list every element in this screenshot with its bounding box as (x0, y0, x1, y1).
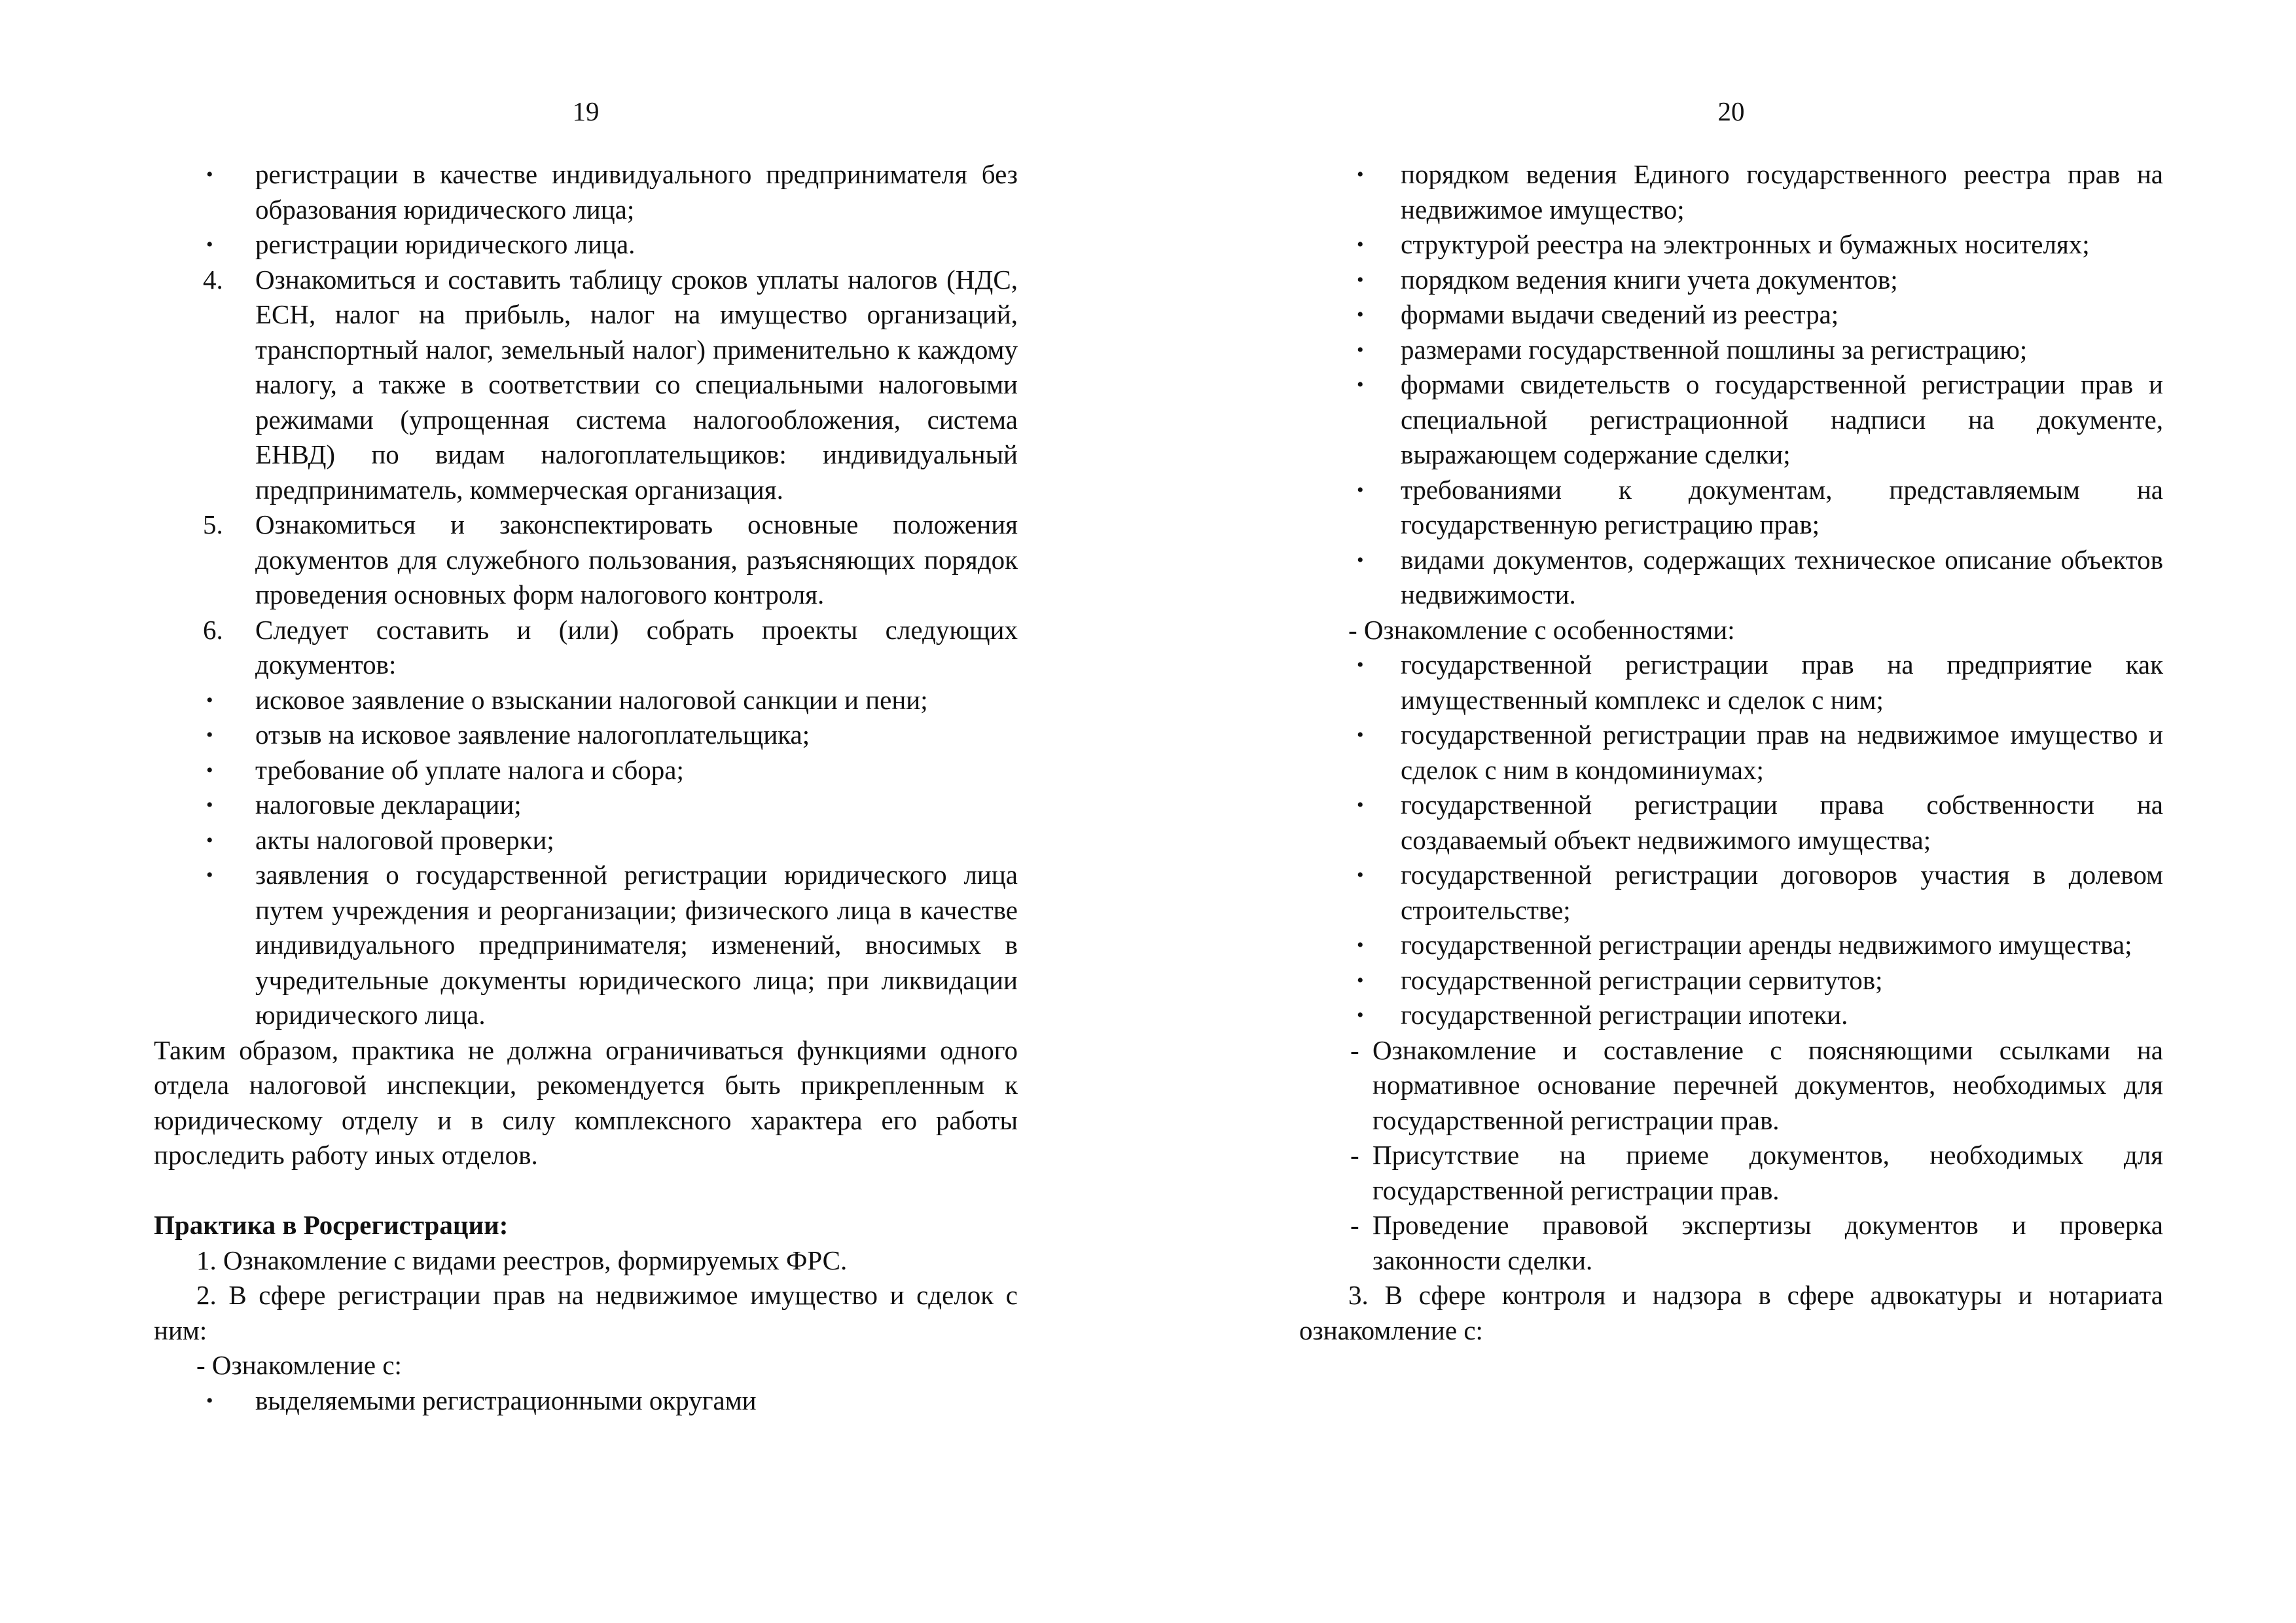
bullet-marker: • (1357, 969, 1364, 991)
point-one: 1. Ознакомление с видами реестров, формируемых ФРС. (196, 1245, 848, 1275)
bullet-marker: • (206, 689, 213, 711)
list-item (1299, 263, 2163, 298)
page-number: 20 (1717, 96, 1745, 126)
features-heading: - Ознакомление с особенностями: (1348, 614, 1735, 645)
list-item (154, 613, 1018, 683)
list-item-text: Ознакомиться и законспектировать основные положения документов для служебного пользования, разъясняющих порядок проведения основных форм налогового контроля. (255, 509, 1018, 610)
list-item-text: государственной регистрации сервитутов; (1401, 964, 1883, 995)
dash-item (1299, 1138, 2163, 1208)
list-item-text: государственной регистрации ипотеки. (1401, 1000, 1848, 1030)
list-item-text: акты налоговой проверки; (255, 824, 554, 855)
list-item (1299, 333, 2163, 368)
list-item (1299, 227, 2163, 263)
list-item-text: требованиями к документам, представляемым на государственную регистрацию прав; (1401, 474, 2163, 539)
list-item-text: регистрации в качестве индивидуального предпринимателя без образования юридического лица; (255, 159, 1018, 225)
bullet-marker: • (1357, 549, 1364, 571)
list-item (154, 227, 1018, 263)
spacer (154, 1173, 1018, 1209)
list-item-text: государственной регистрации права собственности на создаваемый объект недвижимого имущества; (1401, 790, 2163, 855)
list-item (1299, 157, 2163, 227)
list-item (1299, 858, 2163, 928)
bullet-marker: • (206, 164, 213, 185)
point-two (154, 1278, 1018, 1348)
bullet-marker: • (1357, 654, 1364, 676)
bullet-marker: • (1357, 1004, 1364, 1026)
bullet-marker: • (1357, 338, 1364, 361)
list-item-text: государственной регистрации аренды недвижимого имущества; (1401, 930, 2132, 960)
list-item-text: налоговые декларации; (255, 790, 522, 820)
list-item-text: формами выдачи сведений из реестра; (1401, 299, 1839, 329)
dash-item (1299, 1208, 2163, 1278)
list-item-text: государственной регистрации прав на предприятие как имущественный комплекс и сделок с ним; (1401, 649, 2163, 715)
bullet-marker: • (1357, 374, 1364, 395)
list-item (1299, 788, 2163, 858)
bullet-marker: • (1357, 724, 1364, 746)
list-item (154, 507, 1018, 613)
list-item-text: формами свидетельств о государственной регистрации прав и специальной регистрационной надписи на документе, выражающем содержание сделки; (1401, 369, 2163, 469)
list-item-text: Следует составить и (или) собрать проекты следующих документов: (255, 614, 1018, 680)
list-item (154, 157, 1018, 227)
list-item (154, 1383, 1018, 1419)
list-item (1299, 473, 2163, 543)
list-item-text: государственной регистрации договоров участия в долевом строительстве; (1401, 860, 2163, 925)
number-marker: 6. (203, 614, 223, 645)
list-item-text: требование об уплате налога и сбора; (255, 754, 684, 785)
bullet-marker: • (1357, 864, 1364, 886)
list-item (1299, 963, 2163, 998)
list-item (154, 823, 1018, 858)
list-item (1299, 718, 2163, 788)
list-item-text: порядком ведения Единого государственного реестра прав на недвижимое имущество; (1401, 159, 2163, 225)
dash-marker: - (1350, 1140, 1359, 1170)
dash-item-text: Проведение правовой экспертизы документов и проверка законности сделки. (1372, 1210, 2163, 1275)
list-item (1299, 928, 2163, 963)
bullet-marker: • (1357, 164, 1364, 185)
list-item-text: заявления о государственной регистрации юридического лица путем учреждения и реорганизации; физического лица в качестве индивидуального предпринимателя; изменений, вносимых в учредительные документы юридического лица; при ликвидации юридического лица. (255, 860, 1018, 1030)
list-item (154, 788, 1018, 823)
bullet-marker: • (206, 829, 213, 851)
list-item-text: Ознакомиться и составить таблицу сроков уплаты налогов (НДС, ЕСН, налог на прибыль, налог на имущество организаций, транспортный налог, земельный налог) применительно к каждому налогу, а также в соответствии со специальными налоговыми режимами (упрощенная система налогообложения, система ЕНВД) по видам налогоплательщиков: индивидуальный предприниматель, коммерческая организация. (255, 264, 1018, 505)
list-item (154, 683, 1018, 718)
list-item (154, 858, 1018, 1033)
list-item-text: исковое заявление о взыскании налоговой санкции и пени; (255, 684, 928, 715)
list-item-text: выделяемыми регистрационными округами (255, 1385, 757, 1415)
dash-marker: - (1350, 1210, 1359, 1240)
bullet-marker: • (1357, 234, 1364, 255)
bullet-marker: • (1357, 479, 1364, 501)
page-content (1299, 157, 2163, 1348)
right-page (1299, 0, 2163, 1623)
bullet-marker: • (1357, 794, 1364, 816)
list-item (1299, 297, 2163, 333)
list-item-text: видами документов, содержащих техническое описание объектов недвижимости. (1401, 544, 2163, 610)
dash-item-text: Ознакомление и составление с поясняющими ссылками на нормативное основание перечней документов, необходимых для государственной регистрации прав. (1372, 1034, 2163, 1135)
list-item-text: порядком ведения книги учета документов; (1401, 264, 1898, 295)
list-item (1299, 647, 2163, 718)
bullet-marker: • (1357, 934, 1364, 956)
list-item (154, 263, 1018, 508)
conclusion-paragraph: Таким образом, практика не должна ограничиваться функциями одного отдела налоговой инспекции, рекомендуется быть прикрепленным к юридическому отделу и в силу комплексного характера его работы проследить работу иных отделов. (154, 1034, 1018, 1170)
point-two-text: 2. В сфере регистрации прав на недвижимое имущество и сделок с ним: (154, 1280, 1018, 1345)
left-page (154, 0, 1018, 1623)
list-item-text: структурой реестра на электронных и бумажных носителях; (1401, 229, 2090, 259)
number-marker: 4. (203, 264, 223, 295)
bullet-marker: • (206, 794, 213, 816)
bullet-marker: • (1357, 304, 1364, 325)
dash-item-text: Присутствие на приеме документов, необходимых для государственной регистрации прав. (1372, 1140, 2163, 1205)
number-marker: 5. (203, 509, 223, 539)
bullet-marker: • (206, 1389, 213, 1412)
dash-marker: - (1350, 1034, 1359, 1065)
bullet-marker: • (206, 864, 213, 886)
page-number: 19 (572, 96, 600, 126)
dash-item (1299, 1033, 2163, 1139)
page-content (154, 157, 1018, 1418)
list-item-text: размерами государственной пошлины за регистрацию; (1401, 334, 2028, 365)
bullet-marker: • (1357, 268, 1364, 291)
list-item (154, 718, 1018, 753)
section-heading: Практика в Росрегистрации: (154, 1210, 509, 1240)
list-item (1299, 543, 2163, 613)
point-three: 3. В сфере контроля и надзора в сфере адвокатуры и нотариата ознакомление с: (1299, 1280, 2163, 1345)
list-item-text: отзыв на исковое заявление налогоплательщика; (255, 720, 810, 750)
list-item-text: государственной регистрации прав на недвижимое имущество и сделок с ним в кондоминиумах; (1401, 720, 2163, 785)
list-item (1299, 998, 2163, 1033)
bullet-marker: • (206, 759, 213, 781)
bullet-marker: • (206, 234, 213, 255)
list-item (1299, 367, 2163, 473)
list-item-text: регистрации юридического лица. (255, 229, 636, 259)
list-item (154, 753, 1018, 788)
acquaint-line: - Ознакомление с: (196, 1350, 402, 1380)
bullet-marker: • (206, 724, 213, 746)
